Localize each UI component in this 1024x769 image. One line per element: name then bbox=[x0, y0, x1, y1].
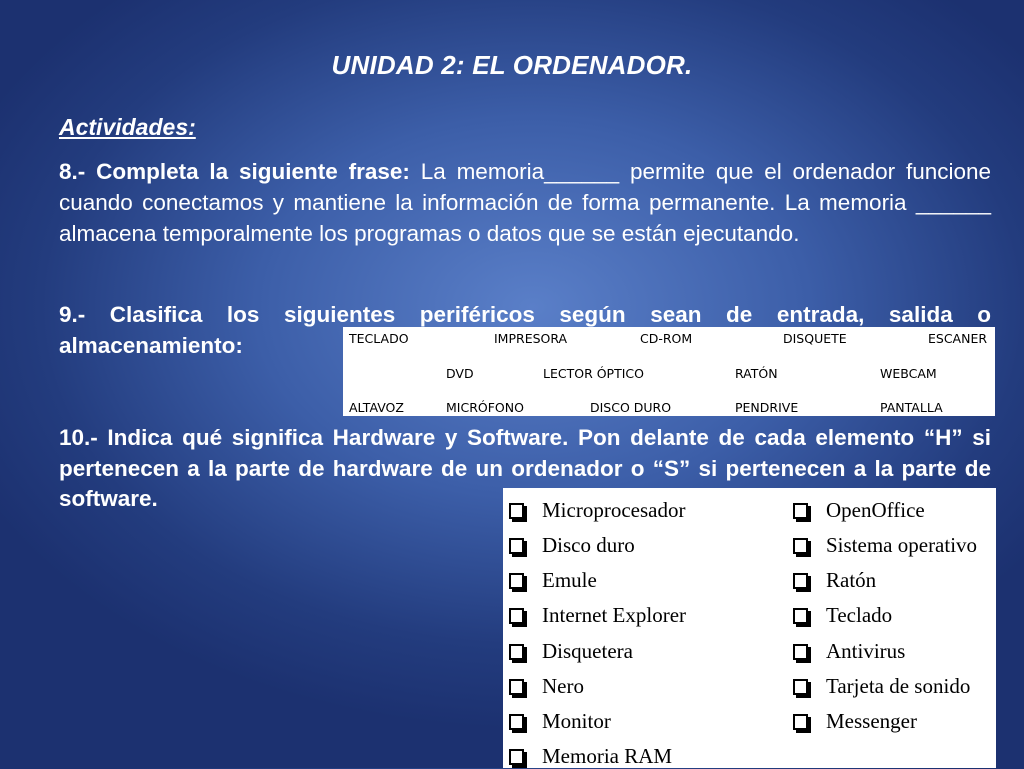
checklist-item-label: Internet Explorer bbox=[542, 603, 687, 627]
checklist-item[interactable] bbox=[509, 709, 611, 734]
activities-heading: Actividades: bbox=[59, 114, 196, 140]
checklist-item-label: Disco duro bbox=[542, 533, 635, 557]
checklist-item-label: Sistema operativo bbox=[826, 533, 978, 557]
question-8-text: La memoria______ permite que el ordenador funcione cuando conectamos y mantiene la información de forma permanente. La memoria ______ almacena temporalmente los programas o datos que se están ejecutando. bbox=[59, 159, 992, 246]
checklist-item[interactable] bbox=[793, 709, 917, 734]
peripherals-table bbox=[343, 327, 995, 416]
peripheral-cdrom: CD-ROM bbox=[640, 331, 693, 346]
checkbox-icon[interactable] bbox=[793, 644, 808, 660]
checklist-item-label: OpenOffice bbox=[826, 498, 925, 522]
checklist-item-label: Ratón bbox=[826, 568, 877, 592]
peripheral-webcam: WEBCAM bbox=[880, 366, 937, 381]
checkbox-icon[interactable] bbox=[793, 679, 808, 695]
question-8-label: 8.- Completa la siguiente frase: bbox=[59, 159, 410, 184]
checklist-item[interactable] bbox=[509, 603, 686, 628]
checklist-item[interactable] bbox=[509, 498, 685, 523]
peripheral-lector: LECTOR ÓPTICO bbox=[543, 366, 644, 381]
peripheral-disquete: DISQUETE bbox=[783, 331, 847, 346]
peripheral-microfono: MICRÓFONO bbox=[446, 400, 524, 415]
peripheral-teclado: TECLADO bbox=[349, 331, 409, 346]
checkbox-icon[interactable] bbox=[509, 644, 524, 660]
checklist-item[interactable] bbox=[793, 639, 905, 664]
peripheral-disco: DISCO DURO bbox=[590, 400, 672, 415]
peripheral-pendrive: PENDRIVE bbox=[735, 400, 799, 415]
checkbox-icon[interactable] bbox=[793, 503, 808, 519]
checklist-item[interactable] bbox=[509, 533, 635, 558]
checklist-item-label: Tarjeta de sonido bbox=[826, 674, 971, 698]
checklist-item-label: Teclado bbox=[826, 603, 893, 627]
checklist-item[interactable] bbox=[793, 568, 876, 593]
checkbox-icon[interactable] bbox=[509, 749, 524, 765]
checkbox-icon[interactable] bbox=[509, 538, 524, 554]
peripheral-dvd: DVD bbox=[446, 366, 474, 381]
peripheral-impresora: IMPRESORA bbox=[494, 331, 568, 346]
peripheral-raton: RATÓN bbox=[735, 366, 778, 381]
checklist-item[interactable] bbox=[793, 603, 892, 628]
checklist-item[interactable] bbox=[793, 533, 977, 558]
checkbox-icon[interactable] bbox=[509, 503, 524, 519]
checkbox-icon[interactable] bbox=[793, 714, 808, 730]
checklist-item[interactable] bbox=[509, 674, 584, 699]
checklist-item[interactable] bbox=[509, 744, 672, 769]
checkbox-icon[interactable] bbox=[509, 679, 524, 695]
checkbox-icon[interactable] bbox=[793, 608, 808, 624]
checkbox-icon[interactable] bbox=[509, 573, 524, 589]
checklist-item-label: Emule bbox=[542, 568, 597, 592]
hardware-software-checklist bbox=[503, 488, 996, 768]
checkbox-icon[interactable] bbox=[509, 608, 524, 624]
checklist-item-label: Nero bbox=[542, 674, 584, 698]
checklist-item-label: Monitor bbox=[542, 709, 611, 733]
peripheral-escaner: ESCANER bbox=[928, 331, 988, 346]
slide-title: UNIDAD 2: EL ORDENADOR. bbox=[331, 50, 693, 80]
checklist-item[interactable] bbox=[793, 498, 925, 523]
checklist-item-label: Messenger bbox=[826, 709, 917, 733]
checklist-item-label: Antivirus bbox=[826, 639, 906, 663]
peripheral-altavoz: ALTAVOZ bbox=[349, 400, 404, 415]
checklist-item-label: Disquetera bbox=[542, 639, 633, 663]
checklist-item[interactable] bbox=[509, 568, 597, 593]
question-8 bbox=[59, 156, 991, 249]
checkbox-icon[interactable] bbox=[509, 714, 524, 730]
checklist-item-label: Microprocesador bbox=[542, 498, 686, 522]
question-10: 10.- Indica qué significa Hardware y Software. Pon delante de cada elemento “H” si pertenecen a la parte de hardware de un ordenador o “S” si pertenecen a la parte de software. bbox=[59, 425, 991, 511]
checklist-item-label: Memoria RAM bbox=[542, 744, 673, 768]
checkbox-icon[interactable] bbox=[793, 573, 808, 589]
peripheral-pantalla: PANTALLA bbox=[880, 400, 943, 415]
checkbox-icon[interactable] bbox=[793, 538, 808, 554]
question-9: 9.- Clasifica los siguientes periféricos según sean de entrada, salida o almacenamiento: bbox=[59, 302, 991, 358]
checklist-item[interactable] bbox=[509, 639, 633, 664]
checklist-item[interactable] bbox=[793, 674, 970, 699]
